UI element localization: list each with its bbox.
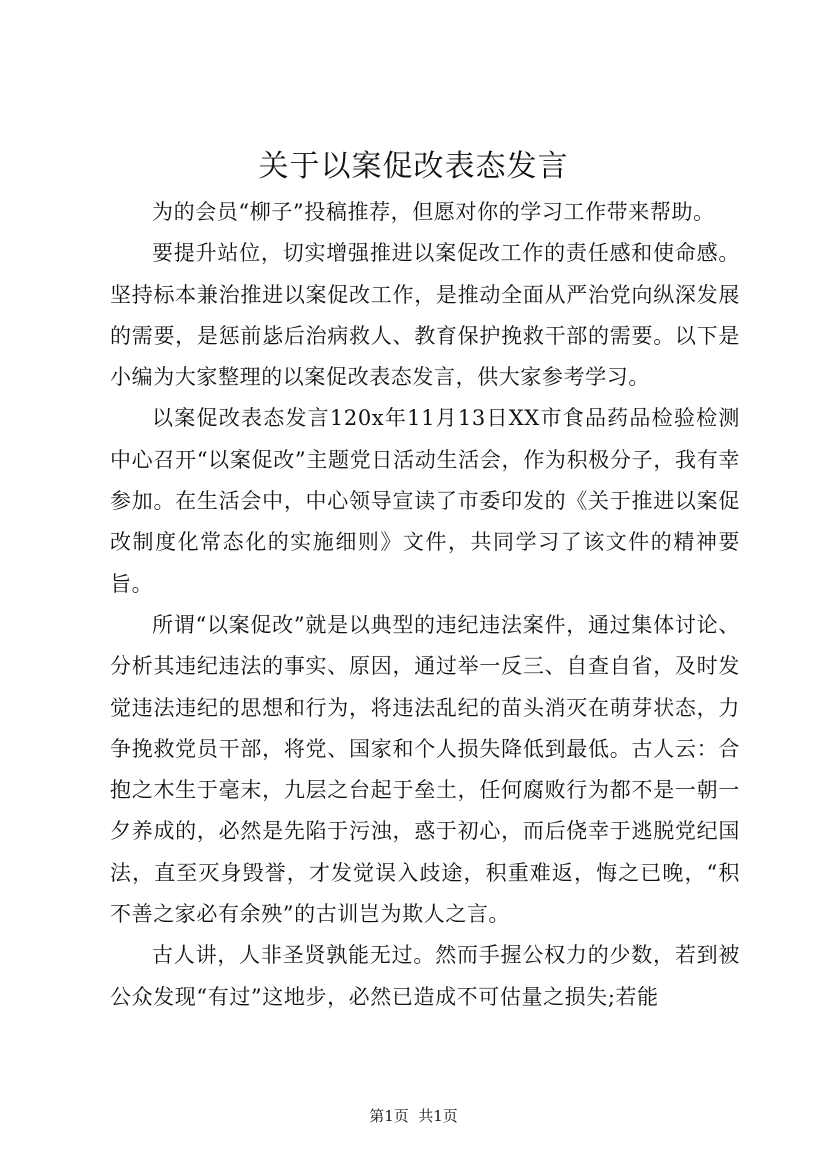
paragraph-summary: 要提升站位，切实增强推进以案促改工作的责任感和使命感。坚持标本兼治推进以案促改工作，是推动全面从严治党向纵深发展的需要，是惩前毖后治病救人、教育保护挽救干部的需要。以下是小编为大家整理的以案促改表态发言，供大家参考学习。 [110, 241, 740, 390]
paragraph-meeting: 以案促改表态发言120x年11月13日XX市食品药品检验检测中心召开“以案促改”主题党日活动生活会，作为积极分子，我有幸参加。在生活会中，中心领导宣读了市委印发的《关于推进以案促改制度化常态化的实施细则》文件，共同学习了该文件的精神要旨。 [110, 406, 740, 596]
document-title: 关于以案促改表态发言 [258, 149, 569, 184]
paragraph-definition: 所谓“以案促改”就是以典型的违纪违法案件，通过集体讨论、分析其违纪违法的事实、原因，通过举一反三、自查自省，及时发觉违法违纪的思想和行为，将违法乱纪的苗头消灭在萌芽状态，力争挽救党员干部，将党、国家和个人损失降低到最低。古人云：合抱之木生于毫末，九层之台起于垒土，任何腐败行为都不是一朝一夕养成的，必然是先陷于污浊，惑于初心，而后侥幸于逃脱党纪国法，直至灭身毁誉，才发觉误入歧途，积重难返，悔之已晚，“积不善之家必有余殃”的古训岂为欺人之言。 [110, 612, 740, 927]
paragraph-intro: 为的会员“柳子”投稿推荐，但愿对你的学习工作带来帮助。 [152, 200, 715, 224]
page-footer: 第1页 共1页 [369, 1107, 458, 1125]
document-body [110, 192, 740, 1018]
paragraph-conclusion: 古人讲，人非圣贤孰能无过。然而手握公权力的少数，若到被公众发现“有过”这地步，必然已造成不可估量之损失;若能 [110, 943, 740, 1009]
